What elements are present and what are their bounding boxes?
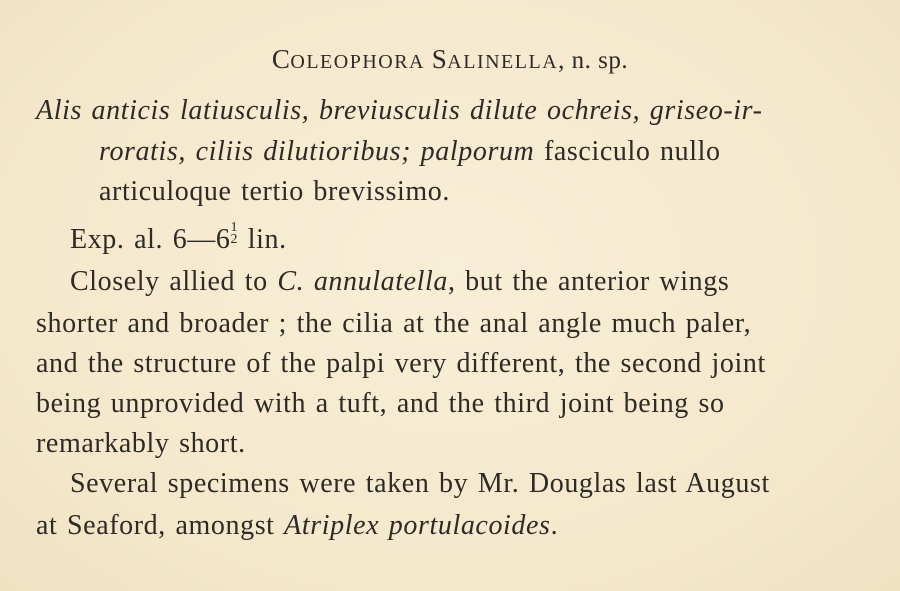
fraction-numerator: 1 [230, 220, 239, 235]
diagnosis-line-1: Alis anticis latiusculis, breviusculis dilute ochreis, griseo-ir- [36, 95, 763, 126]
paragraph-2-line-1: Several specimens were taken by Mr. Douglas last August [70, 468, 770, 499]
diagnosis-line-2 [99, 136, 721, 168]
paragraph-1-line-3: and the structure of the palpi very different, the second joint [36, 348, 766, 379]
paragraph-1-line-4: being unprovided with a tuft, and the third joint being so [36, 388, 725, 419]
genus-initial: C [271, 44, 291, 74]
expanse-fraction [231, 222, 239, 246]
expanse-prefix: Exp. al. 6—6 [70, 224, 231, 255]
p1-l1-text-a: Closely allied to [70, 266, 278, 297]
diagnosis-line-2-roman: fasciculo nullo [534, 136, 721, 167]
species-rest: ALINELLA [447, 51, 559, 73]
diagnosis-line-3: articuloque tertio brevissimo. [99, 176, 450, 207]
p1-l1-text-b: , but the anterior wings [447, 266, 730, 297]
species-heading [0, 44, 900, 75]
species-initial: S [431, 44, 448, 74]
genus-rest: OLEOPHORA [290, 51, 425, 73]
fraction-denominator: 2 [230, 232, 239, 247]
p2-l2-text-b: . [550, 510, 559, 541]
paragraph-1-line-1 [70, 266, 729, 298]
paragraph-2-line-2 [36, 510, 558, 542]
new-species-suffix: , n. sp. [558, 47, 629, 74]
paragraph-1-line-5: remarkably short. [36, 428, 246, 459]
wing-expanse [70, 222, 287, 256]
p2-l2-plant-name: Atriplex portulacoides [284, 510, 551, 541]
p1-l1-taxon: C. annulatella [277, 266, 448, 297]
diagnosis-line-2-italic: roratis, ciliis dilutioribus; palporum [99, 136, 535, 167]
p2-l2-text-a: at Seaford, amongst [36, 510, 285, 541]
paragraph-1-line-2: shorter and broader ; the cilia at the anal angle much paler, [36, 308, 752, 339]
expanse-suffix: lin. [238, 224, 287, 255]
